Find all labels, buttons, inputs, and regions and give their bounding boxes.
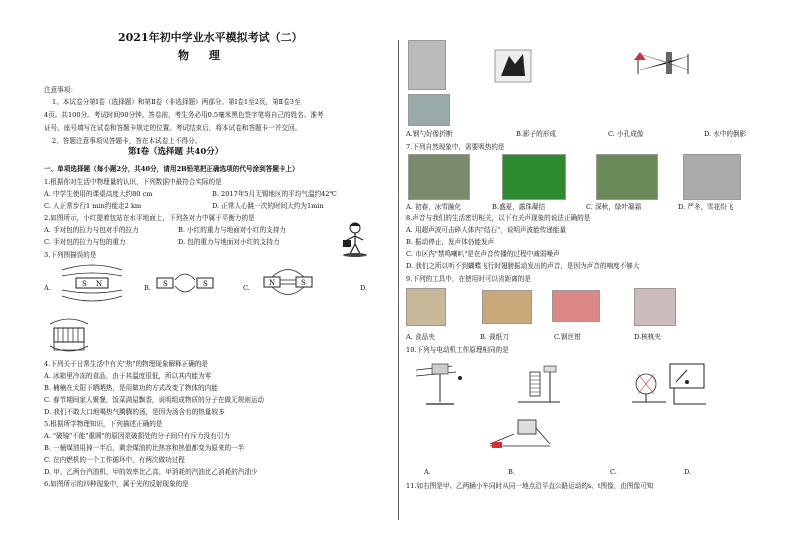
question-option: A. [44, 284, 51, 292]
question-stem: 7.下列自然现象中，需要吸热的是 [406, 143, 505, 151]
snowfall-photo [683, 154, 741, 200]
q10-option-d: D. [684, 468, 692, 476]
magnet-pole-label: S [203, 280, 208, 288]
question-stem: 11.如右图是甲、乙两辆小车同时从同一地点沿平直公路运动的s、t图像，由图像可知 [406, 482, 654, 490]
q7-option-d: D. 严冬，雪花纷飞 [678, 203, 734, 211]
nutcracker-photo [634, 288, 676, 326]
section-title: 一、单项选择题（每小题2分，共40分，请用2B铅笔把正确选项的代号涂到答题卡上） [44, 165, 299, 173]
question-option: A. 中学生使用的课桌高度大约80 cm [44, 190, 153, 198]
question-option: C. 人正常步行1 min约能走2 km [44, 202, 142, 210]
pinhole-camera-figure [632, 50, 692, 76]
question-option: D. 甲、乙两台汽油机，甲的效率比乙高，甲消耗的汽油比乙消耗的汽油少 [44, 468, 258, 476]
dewdrops-photo [502, 154, 566, 200]
q6-option-b: B.影子的形成 [516, 130, 556, 138]
notes-heading: 注意事项： [44, 86, 77, 94]
question-option: D. 包的重力与地面对小红的支持力 [178, 238, 280, 246]
question-option: A. 手对包的拉力与包对手的拉力 [44, 226, 139, 234]
question-stem: 2.如图所示，小红提着包站在水平地面上，下列各对力中属于平衡力的是 [44, 214, 255, 222]
question-option: C. 在内燃机的一个工作循环中，有两次做功过程 [44, 456, 185, 464]
generator-circuit-figure [484, 416, 556, 456]
q9-option-b: B. 裁纸刀 [480, 333, 509, 341]
question-stem: 4.下列关于日常生活中有关"热"的物理现象解释正确的是 [44, 360, 209, 368]
question-option: A. 用超声波可击碎人体内"结石"，说明声波能传递能量 [406, 226, 567, 234]
magnet-pole-label: S [163, 280, 168, 288]
question-option: B. 小红的重力与地面对小红的支持力 [178, 226, 286, 234]
food-tongs-photo [406, 288, 446, 326]
question-option: C. 市区内"禁鸣喇叭"是在声音传播的过程中减弱噪声 [406, 250, 560, 258]
girl-with-bag-figure [340, 222, 370, 256]
q9-option-c: C.钢丝钳 [554, 333, 581, 341]
magnet-pole-label: N [269, 279, 276, 287]
notes-item: 2、答题注意事项见答题卡，答在本试卷上不得分。 [52, 137, 202, 145]
question-option: A. 冰箱里冷冻的食品，由于其温度很低，所以其内能为零 [44, 372, 212, 380]
question-option: C. 手对包的拉力与包的重力 [44, 238, 126, 246]
q10-option-a: A. [424, 468, 431, 476]
question-option: D. 正常人心跳一次的时间大约为1min [212, 202, 324, 210]
question-stem: 10.下列与电动机工作原理相同的是 [406, 346, 509, 354]
question-option: C. 春节期间家人聚餐，饭菜满屋飘香，说明组成物质的分子在做无规则运动 [44, 396, 265, 404]
magnet-diagram-b [155, 268, 215, 300]
question-option: A. "破镜"不能"重圆"的原因是破损处的分子间只有斥力没有引力 [44, 432, 230, 440]
magnet-diagram-a [58, 266, 126, 300]
question-option: D. [360, 284, 368, 292]
q6-option-d: D. 水中的倒影 [704, 130, 747, 138]
solenoid-diagram [44, 320, 94, 354]
q7-option-b: B.盛夏，露珠凝结 [492, 203, 546, 211]
q6-option-c: C. 小孔成像 [608, 130, 644, 138]
reflection-in-water-photo [408, 94, 450, 126]
column-divider [398, 40, 399, 520]
part1-title: 第Ⅰ卷（选择题 共40分） [128, 147, 224, 157]
question-option: B. [144, 284, 151, 292]
hand-shadow-figure [495, 50, 531, 82]
question-option: B. 一桶煤油用掉一半后，剩余煤油的比热容和热值都变为原来的一半 [44, 444, 245, 452]
magnet-diagram-c [254, 266, 320, 300]
exam-title: 2021年初中学业水平模拟考试（二） [118, 31, 303, 44]
question-option: C. [243, 284, 250, 292]
question-stem: 3.下列图描误的是 [44, 251, 97, 259]
q7-option-a: A. 初春，冰雪融化 [406, 203, 462, 211]
question-option: B. 振动停止，发声体仍能发声 [406, 238, 495, 246]
question-stem: 5.根据所学物理知识，下列描述正确的是 [44, 420, 163, 428]
magnet-pole-label: S [82, 280, 87, 288]
q7-option-c: C. 深秋，绿叶凝霜 [586, 203, 642, 211]
spoon-in-water-photo [408, 40, 446, 90]
question-option: D. 我们之所以听不到蝴蝶飞行时翅膀振动发出的声音，是因为声音的响度不够大 [406, 262, 640, 270]
question-stem: 8.声音与我们的生活密切相关，以下有关声现象的说法正确的是 [406, 214, 591, 222]
q10-option-c: C. [610, 468, 617, 476]
current-balance-figure [510, 362, 570, 412]
meter-circuit-figure [662, 360, 716, 410]
notes-item: 4页。共100分。考试时间90分钟。答卷前，考生务必用0.5毫米黑色签字笔将自己的姓名、准考 [44, 111, 324, 119]
wire-pliers-photo [552, 290, 600, 322]
electromagnet-apparatus-figure [412, 360, 472, 410]
q6-option-a: A.钢勺好像折断 [406, 130, 453, 138]
question-option: B. 2017年5月无锡地区的平均气温约42℃ [212, 190, 337, 198]
melting-ice-photo [408, 154, 470, 200]
notes-item: 证号、座号填写在试卷和答题卡规定的位置。考试结束后，将本试卷和答题卡一并交回。 [44, 124, 302, 132]
question-stem: 9.下列的工具中，在使用时可以省距离的是 [406, 275, 531, 283]
notes-item: 1、本试卷分第Ⅰ卷（选择题）和第Ⅱ卷（非选择题）两部分。第Ⅰ卷1至2页，第Ⅱ卷3至 [52, 98, 301, 106]
question-option: B. 楠楠在太阳下晒晒热，是用做功的方式改变了物体的内能 [44, 384, 218, 392]
magnet-pole-label: S [301, 279, 306, 287]
question-option: D. 我们不敢大口地喝热气腾腾的汤，是因为汤含有的热量较多 [44, 408, 225, 416]
question-stem: 6.如图所示的四种现象中，属于光的反射现象的是 [44, 480, 189, 488]
q9-option-d: D.核桃夹 [634, 333, 661, 341]
exam-subject: 物 理 [178, 49, 228, 62]
frost-leaves-photo [596, 154, 658, 200]
q10-option-b: B. [508, 468, 515, 476]
magnet-pole-label: N [96, 280, 103, 288]
paper-cutter-photo [482, 290, 532, 324]
q9-option-a: A. 食品夹 [406, 333, 435, 341]
question-stem: 1.根据你对生活中物理量的认识，下列数据中最符合实际的是 [44, 178, 222, 186]
